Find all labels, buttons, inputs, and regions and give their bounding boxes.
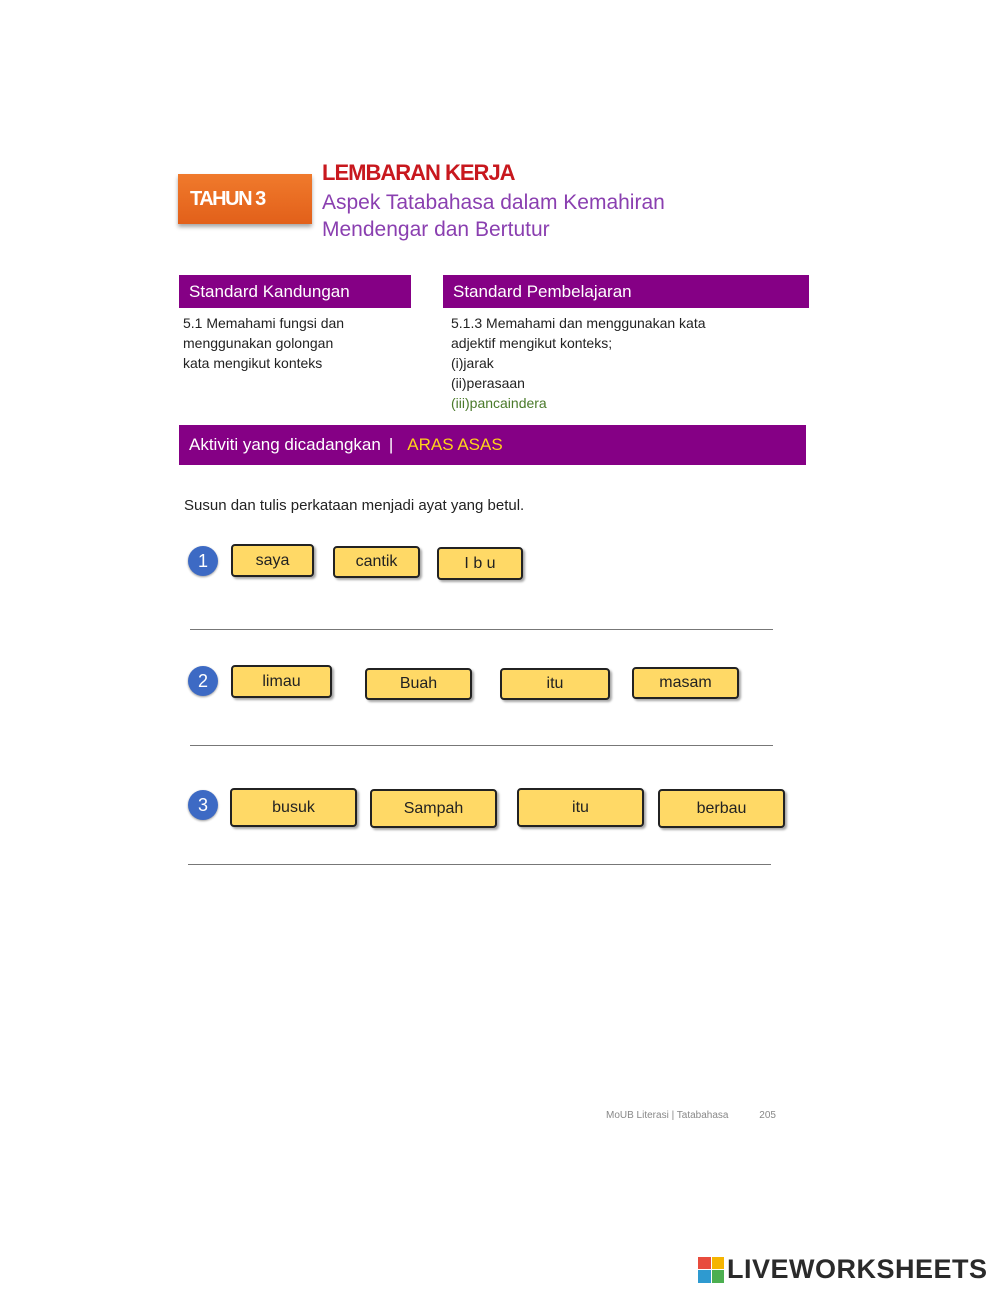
text-line: kata mengikut konteks xyxy=(183,355,323,371)
subtitle-line: Aspek Tatabahasa dalam Kemahiran xyxy=(322,191,665,214)
answer-line[interactable] xyxy=(190,745,773,746)
word-tile[interactable]: limau xyxy=(231,665,332,698)
word-tile[interactable]: itu xyxy=(500,668,610,700)
liveworksheets-brand[interactable] xyxy=(698,1254,988,1285)
page-footer xyxy=(606,1110,776,1121)
answer-line[interactable] xyxy=(190,629,773,630)
answer-line[interactable] xyxy=(188,864,771,865)
question-number-badge: 2 xyxy=(188,666,218,696)
footer-source: MoUB Literasi | Tatabahasa xyxy=(606,1110,729,1121)
page-number: 205 xyxy=(759,1110,776,1121)
worksheet-title: LEMBARAN KERJA xyxy=(322,160,515,185)
standard-kandungan-text xyxy=(183,313,403,373)
year-badge: TAHUN 3 xyxy=(178,174,312,224)
word-tile[interactable]: itu xyxy=(517,788,644,827)
standard-kandungan-heading: Standard Kandungan xyxy=(179,275,411,308)
worksheet-subtitle xyxy=(322,189,742,243)
question-number-badge: 3 xyxy=(188,790,218,820)
standard-pembelajaran-text xyxy=(451,313,791,413)
word-tile[interactable]: I b u xyxy=(437,547,523,580)
activity-separator: | xyxy=(388,435,394,454)
standard-pembelajaran-heading: Standard Pembelajaran xyxy=(443,275,809,308)
text-line: (i)jarak xyxy=(451,355,494,371)
liveworksheets-logo-icon xyxy=(698,1257,724,1283)
activity-label: Aktiviti yang dicadangkan xyxy=(189,435,381,454)
word-tile[interactable]: masam xyxy=(632,667,739,699)
word-tile[interactable]: cantik xyxy=(333,546,420,578)
question-number-badge: 1 xyxy=(188,546,218,576)
instruction-text: Susun dan tulis perkataan menjadi ayat yang betul. xyxy=(184,497,525,514)
text-line: (iii)pancaindera xyxy=(451,395,547,411)
brand-name: LIVEWORKSHEETS xyxy=(727,1254,988,1284)
logo-square xyxy=(712,1257,725,1270)
text-line: (ii)perasaan xyxy=(451,375,525,391)
word-tile[interactable]: busuk xyxy=(230,788,357,827)
text-line: adjektif mengikut konteks; xyxy=(451,335,613,351)
text-line: 5.1 Memahami fungsi dan xyxy=(183,315,345,331)
logo-square xyxy=(698,1270,711,1283)
logo-square xyxy=(712,1270,725,1283)
word-tile[interactable]: saya xyxy=(231,544,314,577)
activity-level: ARAS ASAS xyxy=(407,435,503,454)
word-tile[interactable]: berbau xyxy=(658,789,785,828)
word-tile[interactable]: Buah xyxy=(365,668,472,700)
word-tile[interactable]: Sampah xyxy=(370,789,497,828)
activity-bar xyxy=(179,425,806,465)
text-line: 5.1.3 Memahami dan menggunakan kata xyxy=(451,315,706,331)
text-line: menggunakan golongan xyxy=(183,335,334,351)
subtitle-line: Mendengar dan Bertutur xyxy=(322,218,550,241)
logo-square xyxy=(698,1257,711,1270)
